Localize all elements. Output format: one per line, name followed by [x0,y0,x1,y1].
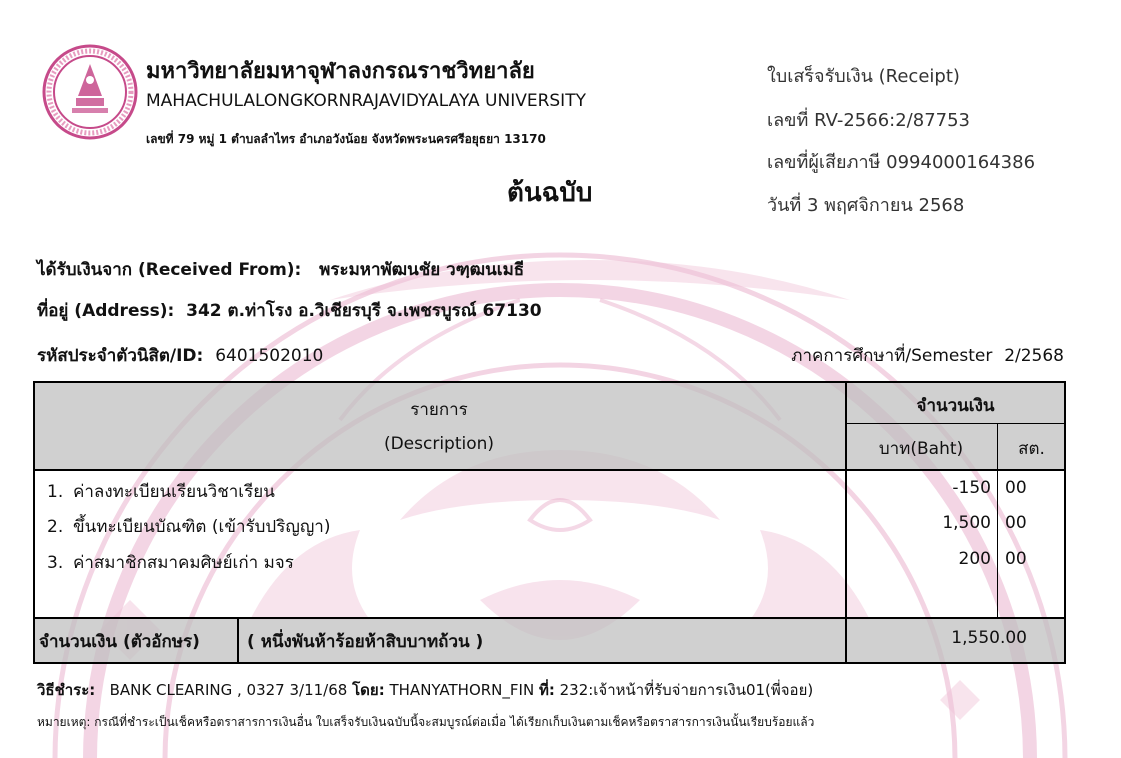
paid-at-label: ที่: [538,681,555,699]
address-value: 342 ต.ท่าโรง อ.วิเชียรบุรี จ.เพชรบูรณ์ 67130 [186,301,542,321]
item-baht: -150 [952,478,991,498]
tax-id: เลขที่ผู้เสียภาษี 0994000164386 [767,152,1036,173]
header-description-thai: รายการ [410,400,468,420]
header-description-english: (Description) [383,434,495,454]
total-words-label: จำนวนเงิน (ตัวอักษร) [39,632,200,652]
university-name-thai: มหาวิทยาลัยมหาจุฬาลงกรณราชวิทยาลัย [146,59,535,84]
item-number: 3. [47,553,64,573]
total-amount: 1,550.00 [951,628,1027,648]
payer-address [37,297,542,324]
item-baht: 200 [958,549,991,569]
item-satang: 00 [1005,549,1027,569]
paid-at-value: 232:เจ้าหน้าที่รับจ่ายการเงิน01(พี่จอย) [559,681,814,699]
semester-label: ภาคการศึกษาที่/Semester [791,346,993,366]
semester-value: 2/2568 [1004,346,1064,366]
item-baht: 1,500 [942,513,991,533]
item-description: ค่าสมาชิกสมาคมศิษย์เก่า มจร [73,553,294,573]
item-satang: 00 [1005,513,1027,533]
receipt-note: หมายเหตุ: กรณีที่ชำระเป็นเช็คหรือตราสารการเงินอื่น ใบเสร็จรับเงินฉบับนี้จะสมบูรณ์ต่อเมื่อ ได้เรียกเก็บเงินตามเช็คหรือตราสารการเงินนั้นเรียบร้อยแล้ว [37,715,815,729]
university-seal-icon [42,44,138,140]
student-id-value: 6401502010 [215,346,324,366]
paid-by-label: โดย: [352,681,385,699]
header-baht: บาท(Baht) [878,439,964,459]
total-words-value: ( หนึ่งพันห้าร้อยห้าสิบบาทถ้วน ) [247,632,484,652]
copy-type-label: ต้นฉบับ [507,178,593,208]
semester [791,342,1064,369]
receipt-title: ใบเสร็จรับเงิน (Receipt) [767,66,960,87]
receipt-table [33,381,1066,664]
item-description: ขึ้นทะเบียนบัณฑิต (เข้ารับปริญญา) [73,517,331,537]
receipt-date: วันที่ 3 พฤศจิกายน 2568 [767,195,965,216]
received-from [37,256,524,283]
university-name-english: MAHACHULALONGKORNRAJAVIDYALAYA UNIVERSITY [146,91,586,111]
item-description: ค่าลงทะเบียนเรียนวิชาเรียน [73,482,275,502]
payment-info [37,678,813,702]
table-row [47,549,294,576]
received-from-label: ได้รับเงินจาก (Received From): [37,260,302,280]
payment-label: วิธีชำระ: [37,681,96,699]
item-satang: 00 [1005,478,1027,498]
table-row [47,513,330,540]
payment-value: BANK CLEARING , 0327 3/11/68 [109,681,348,699]
table-row [47,478,275,505]
address-label: ที่อยู่ (Address): [37,301,175,321]
header-satang: สต. [1018,439,1045,459]
receipt-number: เลขที่ RV-2566:2/87753 [767,110,971,131]
student-id [37,342,323,369]
header-amount: จำนวนเงิน [916,396,995,416]
received-from-value: พระมหาพัฒนชัย วฑฺฒนเมธี [319,260,525,280]
item-number: 1. [47,482,64,502]
university-address: เลขที่ 79 หมู่ 1 ตำบลลำไทร อำเภอวังน้อย จังหวัดพระนครศรีอยุธยา 13170 [146,132,546,146]
item-number: 2. [47,517,64,537]
paid-by-value: THANYATHORN_FIN [389,681,535,699]
student-id-label: รหัสประจำตัวนิสิต/ID: [37,346,204,366]
